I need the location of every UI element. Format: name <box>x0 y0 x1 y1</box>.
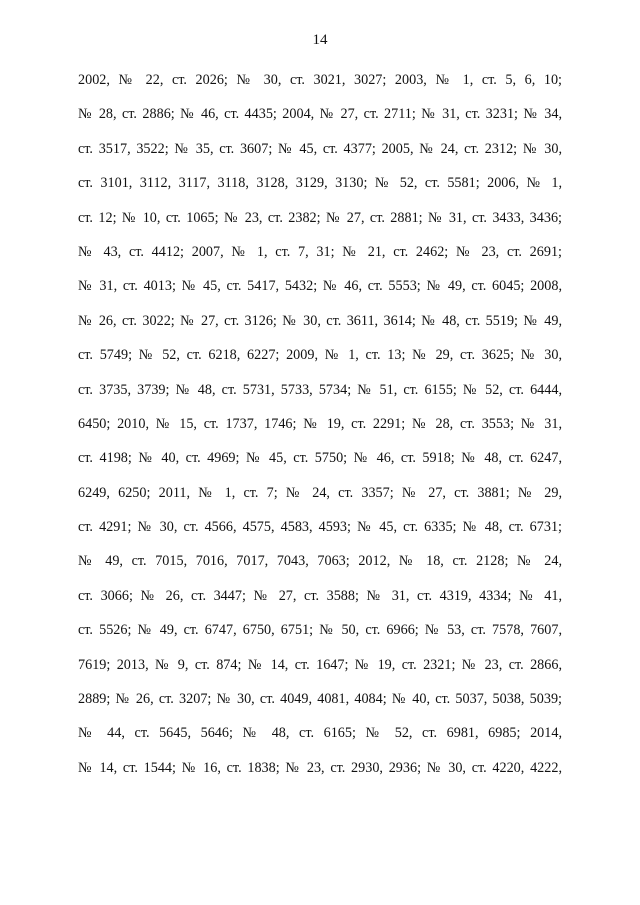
text-line: № 49, ст. 7015, 7016, 7017, 7043, 7063; 2012, № 18, ст. 2128; № 24, <box>78 553 562 570</box>
text-line: ст. 4198; № 40, ст. 4969; № 45, ст. 5750; № 46, ст. 5918; № 48, ст. 6247, <box>78 450 562 467</box>
text-line: 7619; 2013, № 9, ст. 874; № 14, ст. 1647; № 19, ст. 2321; № 23, ст. 2866, <box>78 656 562 673</box>
text-line: № 31, ст. 4013; № 45, ст. 5417, 5432; № 46, ст. 5553; № 49, ст. 6045; 2008, <box>78 278 562 295</box>
text-line: № 44, ст. 5645, 5646; № 48, ст. 6165; № 52, ст. 6981, 6985; 2014, <box>78 725 562 742</box>
text-line: ст. 3101, 3112, 3117, 3118, 3128, 3129, 3130; № 52, ст. 5581; 2006, № 1, <box>78 175 562 192</box>
body-text <box>78 70 562 792</box>
page-number: 14 <box>312 32 328 48</box>
text-line: № 14, ст. 1544; № 16, ст. 1838; № 23, ст. 2930, 2936; № 30, ст. 4220, 4222, <box>78 759 562 776</box>
text-line: 6249, 6250; 2011, № 1, ст. 7; № 24, ст. 3357; № 27, ст. 3881; № 29, <box>78 484 562 501</box>
text-line: № 28, ст. 2886; № 46, ст. 4435; 2004, № 27, ст. 2711; № 31, ст. 3231; № 34, <box>78 106 562 123</box>
text-line: № 26, ст. 3022; № 27, ст. 3126; № 30, ст. 3611, 3614; № 48, ст. 5519; № 49, <box>78 312 562 329</box>
text-line: 6450; 2010, № 15, ст. 1737, 1746; № 19, ст. 2291; № 28, ст. 3553; № 31, <box>78 415 562 432</box>
text-line: 2002, № 22, ст. 2026; № 30, ст. 3021, 3027; 2003, № 1, ст. 5, 6, 10; <box>78 72 562 88</box>
text-line: 2889; № 26, ст. 3207; № 30, ст. 4049, 4081, 4084; № 40, ст. 5037, 5038, 5039; <box>78 691 562 708</box>
text-line: ст. 3517, 3522; № 35, ст. 3607; № 45, ст. 4377; 2005, № 24, ст. 2312; № 30, <box>78 140 562 157</box>
text-line: ст. 5749; № 52, ст. 6218, 6227; 2009, № 1, ст. 13; № 29, ст. 3625; № 30, <box>78 347 562 364</box>
text-line: ст. 12; № 10, ст. 1065; № 23, ст. 2382; № 27, ст. 2881; № 31, ст. 3433, 3436; <box>78 209 562 226</box>
text-line: № 43, ст. 4412; 2007, № 1, ст. 7, 31; № 21, ст. 2462; № 23, ст. 2691; <box>78 243 562 260</box>
text-line: ст. 3735, 3739; № 48, ст. 5731, 5733, 5734; № 51, ст. 6155; № 52, ст. 6444, <box>78 381 562 398</box>
text-line: ст. 5526; № 49, ст. 6747, 6750, 6751; № 50, ст. 6966; № 53, ст. 7578, 7607, <box>78 622 562 639</box>
text-line: ст. 4291; № 30, ст. 4566, 4575, 4583, 4593; № 45, ст. 6335; № 48, ст. 6731; <box>78 519 562 536</box>
text-line: ст. 3066; № 26, ст. 3447; № 27, ст. 3588; № 31, ст. 4319, 4334; № 41, <box>78 587 562 604</box>
